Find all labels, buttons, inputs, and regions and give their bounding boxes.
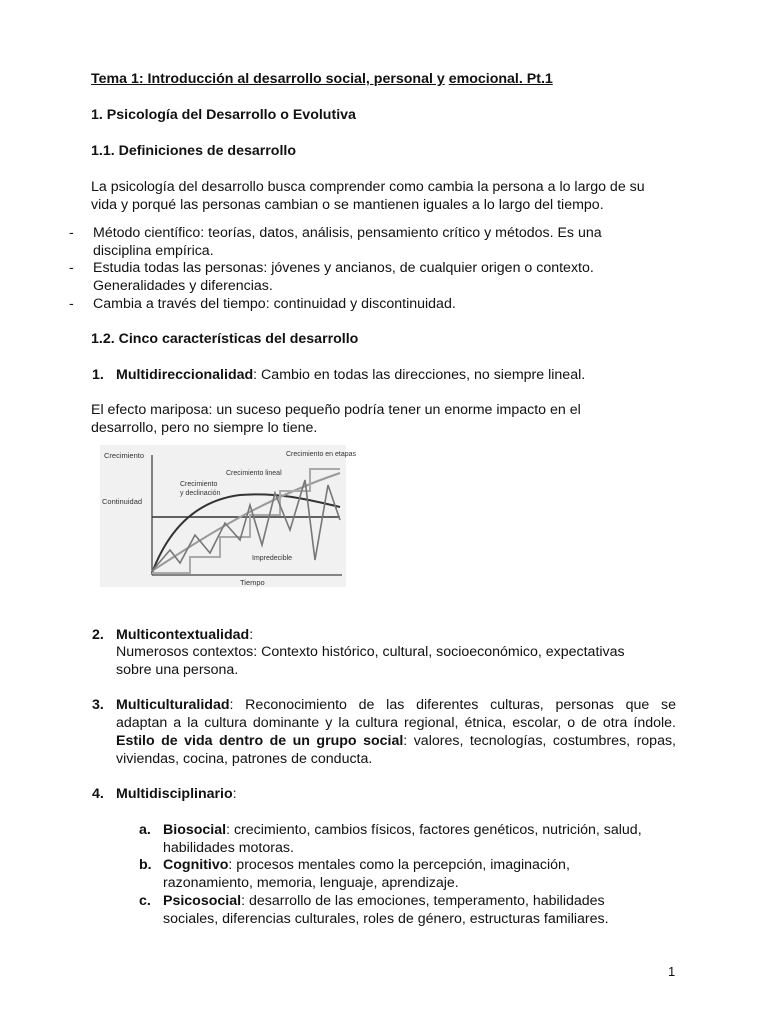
item-number: 2. [92,627,104,643]
item-number: 4. [92,786,104,802]
label-impredecible: Impredecible [252,555,293,562]
sub-item-c-line-2: sociales, diferencias culturales, roles de género, estructuras familiares. [163,911,609,927]
bullet-1-line-1: Método científico: teorías, datos, análisis, pensamiento crítico y métodos. Es una [93,225,602,241]
item-3-line-4: viviendas, cocina, patrones de conducta. [116,751,373,767]
bullet-dash: - [69,296,74,312]
label-lineal: Crecimiento lineal [226,470,282,477]
sub-item-b: b. [139,857,152,873]
bullet-dash: - [69,260,74,276]
sub-item-b-line-1: Cognitivo: procesos mentales como la percepción, imaginación, [163,857,570,873]
butterfly-line-2: desarrollo, pero no siempre lo tiene. [91,420,318,436]
section-heading-1-1: 1.1. Definiciones de desarrollo [91,143,296,159]
list-item-4 [92,785,104,803]
intro-line-1: La psicología del desarrollo busca comprender como cambia la persona a lo largo de su [91,179,645,195]
title-part-b: emocional. Pt.1 [448,71,553,87]
intro-line-2: vida y porqué las personas cambian o se mantienen iguales a lo largo del tiempo. [91,197,604,213]
bullet-3-line-1: Cambia a través del tiempo: continuidad y discontinuidad. [93,296,456,312]
list-item-3 [92,696,104,714]
list-item-4-text: Multidisciplinario: [116,786,237,802]
sub-item-c-line-1: Psicosocial: desarrollo de las emociones, temperamento, habilidades [163,893,605,909]
list-item-1-text: Multidireccionalidad: Cambio en todas las direcciones, no siempre lineal. [116,367,586,383]
bullet-dash: - [69,225,74,241]
sub-item-b-line-2: razonamiento, memoria, lenguaje, aprendizaje. [163,875,459,891]
list-item-2-text: Multicontextualidad: [116,627,254,643]
list-item-1 [92,366,104,384]
list-item-3-text: Multiculturalidad: Reconocimiento de las diferentes culturas, personas que se adaptan a la cultura dominante y la cultura regional, étnica, escolar, o de otra índole. Estilo de vida dentro de un grupo social: valores, tecnologías, costumbres, ropas, viviendas, cocina, patrones de conducta. [116,697,676,767]
item-term-2: Estilo de vida dentro de un grupo social [116,733,404,749]
bullet-2-line-2: Generalidades y diferencias. [93,278,273,294]
sub-item-a-line-1: Biosocial: crecimiento, cambios físicos, factores genéticos, nutrición, salud, [163,822,642,838]
sub-item-c: c. [139,893,151,909]
item-2-line-1: Numerosos contextos: Contexto histórico, cultural, socioeconómico, expectativas [116,644,625,660]
label-declinacion-2: y declinación [180,490,221,497]
label-declinacion-1: Crecimiento [180,481,218,488]
title-part-a: Tema 1: Introducción al desarrollo social, personal y [91,71,445,87]
bullet-1-line-2: disciplina empírica. [93,243,214,259]
item-term: Multiculturalidad [116,697,230,713]
item-term: Multidisciplinario [116,786,233,802]
document-title [91,70,553,88]
label-continuidad: Continuidad [102,497,143,506]
item-term: Multidireccionalidad [116,367,254,383]
item-number: 3. [92,697,104,713]
list-item-2 [92,626,104,644]
sub-item-a-line-2: habilidades motoras. [163,840,294,856]
label-etapas: Crecimiento en etapas [286,451,357,458]
label-crecimiento: Crecimiento [104,451,145,460]
item-2-line-2: sobre una persona. [116,662,239,678]
section-heading-1: 1. Psicología del Desarrollo o Evolutiva [91,107,356,123]
sub-item-a: a. [139,822,151,838]
page-number: 1 [668,964,676,979]
development-patterns-figure [100,445,357,587]
section-heading-1-2: 1.2. Cinco características del desarrollo [91,331,359,347]
bullet-2-line-1: Estudia todas las personas: jóvenes y ancianos, de cualquier origen o contexto. [93,260,594,276]
butterfly-line-1: El efecto mariposa: un suceso pequeño podría tener un enorme impacto en el [91,402,581,418]
item-3-line-2: adaptan a la cultura dominante y la cultura regional, étnica, escolar, o de otra índole. [116,715,676,731]
item-number: 1. [92,367,104,383]
label-tiempo: Tiempo [240,578,265,587]
item-term: Multicontextualidad [116,627,250,643]
